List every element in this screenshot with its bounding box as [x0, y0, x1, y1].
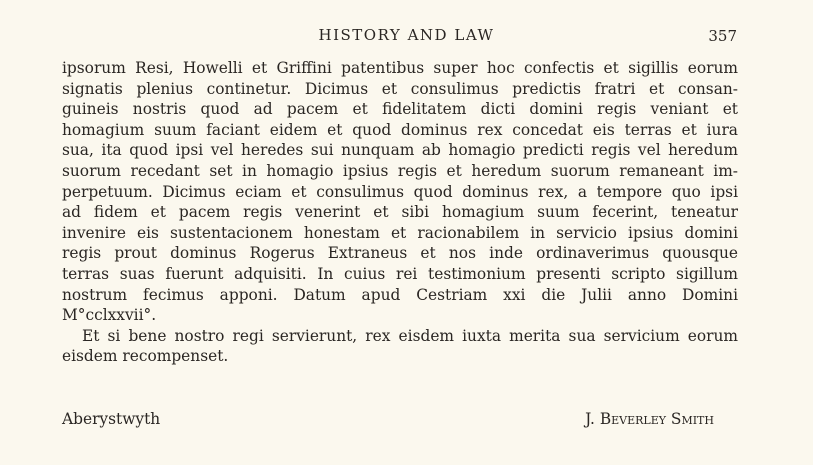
text-line: suorum recedant set in homagio ipsius regis et heredum suorum remaneant im- [62, 161, 738, 180]
text-line: terras suas fuerunt adquisiti. In cuius rei testimonium presenti scripto sigillum [62, 264, 738, 283]
text-line: signatis plenius continetur. Dicimus et consulimus predictis fratri et consan- [62, 79, 738, 98]
text-line: nostrum fecimus apponi. Datum apud Cestriam xxi die Julii anno Domini [62, 285, 738, 304]
text-line: Et si bene nostro regi servierunt, rex eisdem iuxta merita sua servicium eorum [82, 326, 738, 345]
text-line: sua, ita quod ipsi vel heredes sui nunquam ab homagio predicti regis vel heredum [62, 141, 738, 160]
text-line: regis prout dominus Rogerus Extraneus et nos inde ordinaverimus quousque [62, 244, 738, 263]
running-head-title: HISTORY AND LAW [318, 26, 495, 44]
page-number: 357 [708, 27, 737, 45]
text-line: ipsorum Resi, Howelli et Griffini patentibus super hoc confectis et sigillis eorum [62, 59, 738, 77]
text-line: guineis nostris quod ad pacem et fidelitatem dicti domini regis veniant et [62, 100, 738, 119]
body-text [62, 58, 738, 367]
place-name: Aberystwyth [62, 410, 161, 428]
text-line: perpetuum. Dicimus eciam et consulimus quod dominus rex, a tempore quo ipsi [62, 182, 738, 201]
text-line: ad fidem et pacem regis venerint et sibi homagium suum fecerint, teneatur [62, 203, 738, 222]
text-line: eisdem recompenset. [62, 347, 229, 366]
text-line: invenire eis sustentacionem honestam et racionabilem in servicio ipsius domini [62, 223, 738, 242]
text-line: M°cclxxvii°. [62, 306, 157, 325]
text-line: homagium suum faciant eidem et quod dominus rex concedat eis terras et iura [62, 120, 738, 139]
author-name: J. Beverley Smith [585, 410, 714, 428]
signature-footer [62, 410, 714, 428]
